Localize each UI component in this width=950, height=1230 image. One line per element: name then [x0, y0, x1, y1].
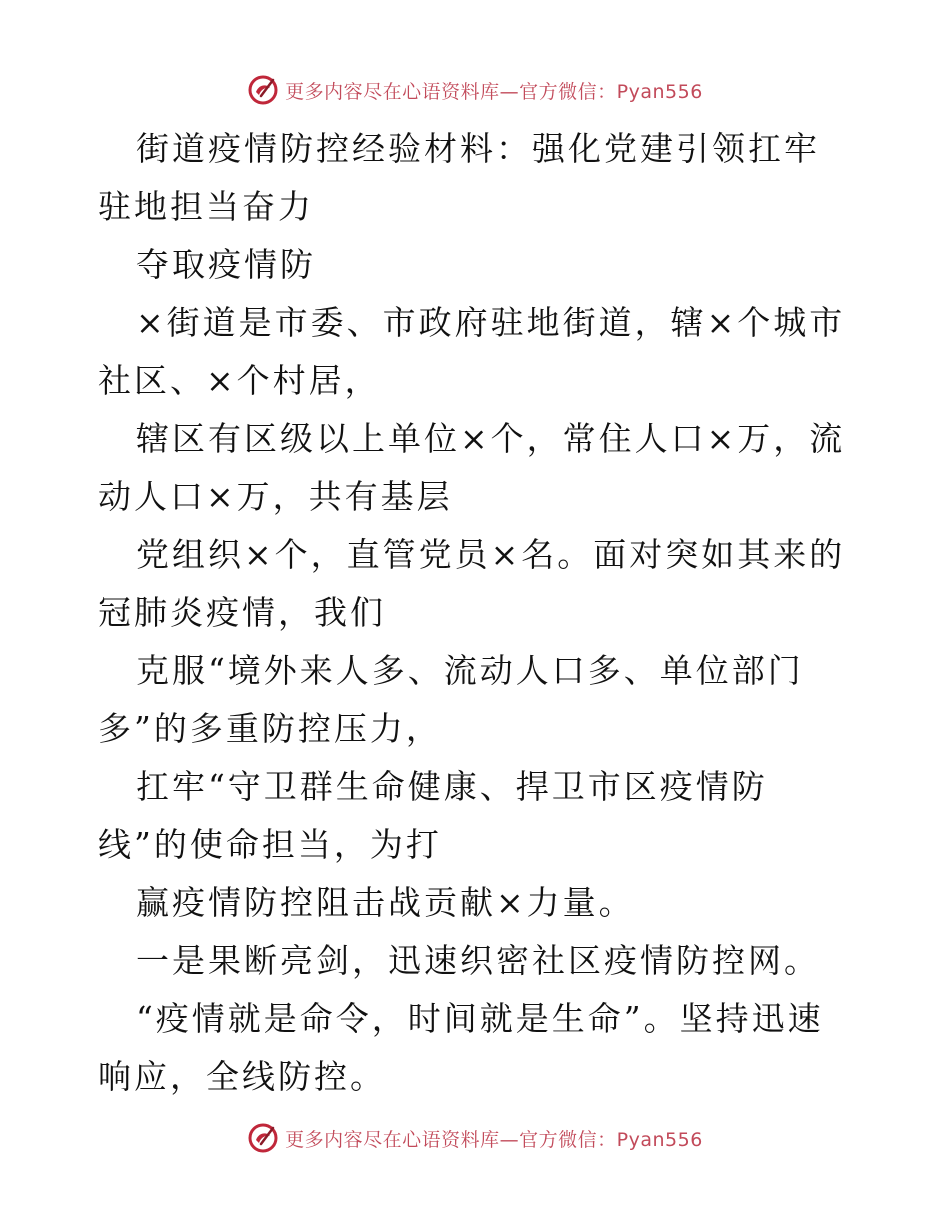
document-body	[98, 120, 853, 1106]
header-banner	[0, 70, 950, 110]
footer-banner-text: 更多内容尽在心语资料库—官方微信：Pyan556	[285, 1128, 703, 1151]
paragraph: 赢疫情防控阻击战贡献×力量。	[135, 883, 635, 922]
red-circle-swirl-logo-icon	[247, 74, 279, 106]
red-circle-swirl-logo-icon	[247, 1122, 279, 1154]
paragraph: 一是果断亮剑，迅速织密社区疫情防控网。	[135, 941, 820, 980]
footer-banner	[0, 1118, 950, 1158]
paragraph: “疫情就是命令，时间就是生命”。坚持迅速响应，全线防控。	[98, 999, 824, 1096]
paragraph: 克服“境外来人多、流动人口多、单位部门多”的多重防控压力，	[98, 651, 804, 748]
paragraph: ×街道是市委、市政府驻地街道，辖×个城市社区、×个村居，	[98, 303, 846, 400]
paragraph: 辖区有区级以上单位×个，常住人口×万，流动人口×万，共有基层	[98, 419, 846, 516]
paragraph: 夺取疫情防	[135, 245, 316, 284]
paragraph: 街道疫情防控经验材料：强化党建引领扛牢驻地担当奋力	[98, 129, 820, 226]
paragraph: 党组织×个，直管党员×名。面对突如其来的冠肺炎疫情，我们	[98, 535, 846, 632]
paragraph: 扛牢“守卫群生命健康、捍卫市区疫情防线”的使命担当，为打	[98, 767, 768, 864]
header-banner-text: 更多内容尽在心语资料库—官方微信：Pyan556	[285, 80, 703, 103]
